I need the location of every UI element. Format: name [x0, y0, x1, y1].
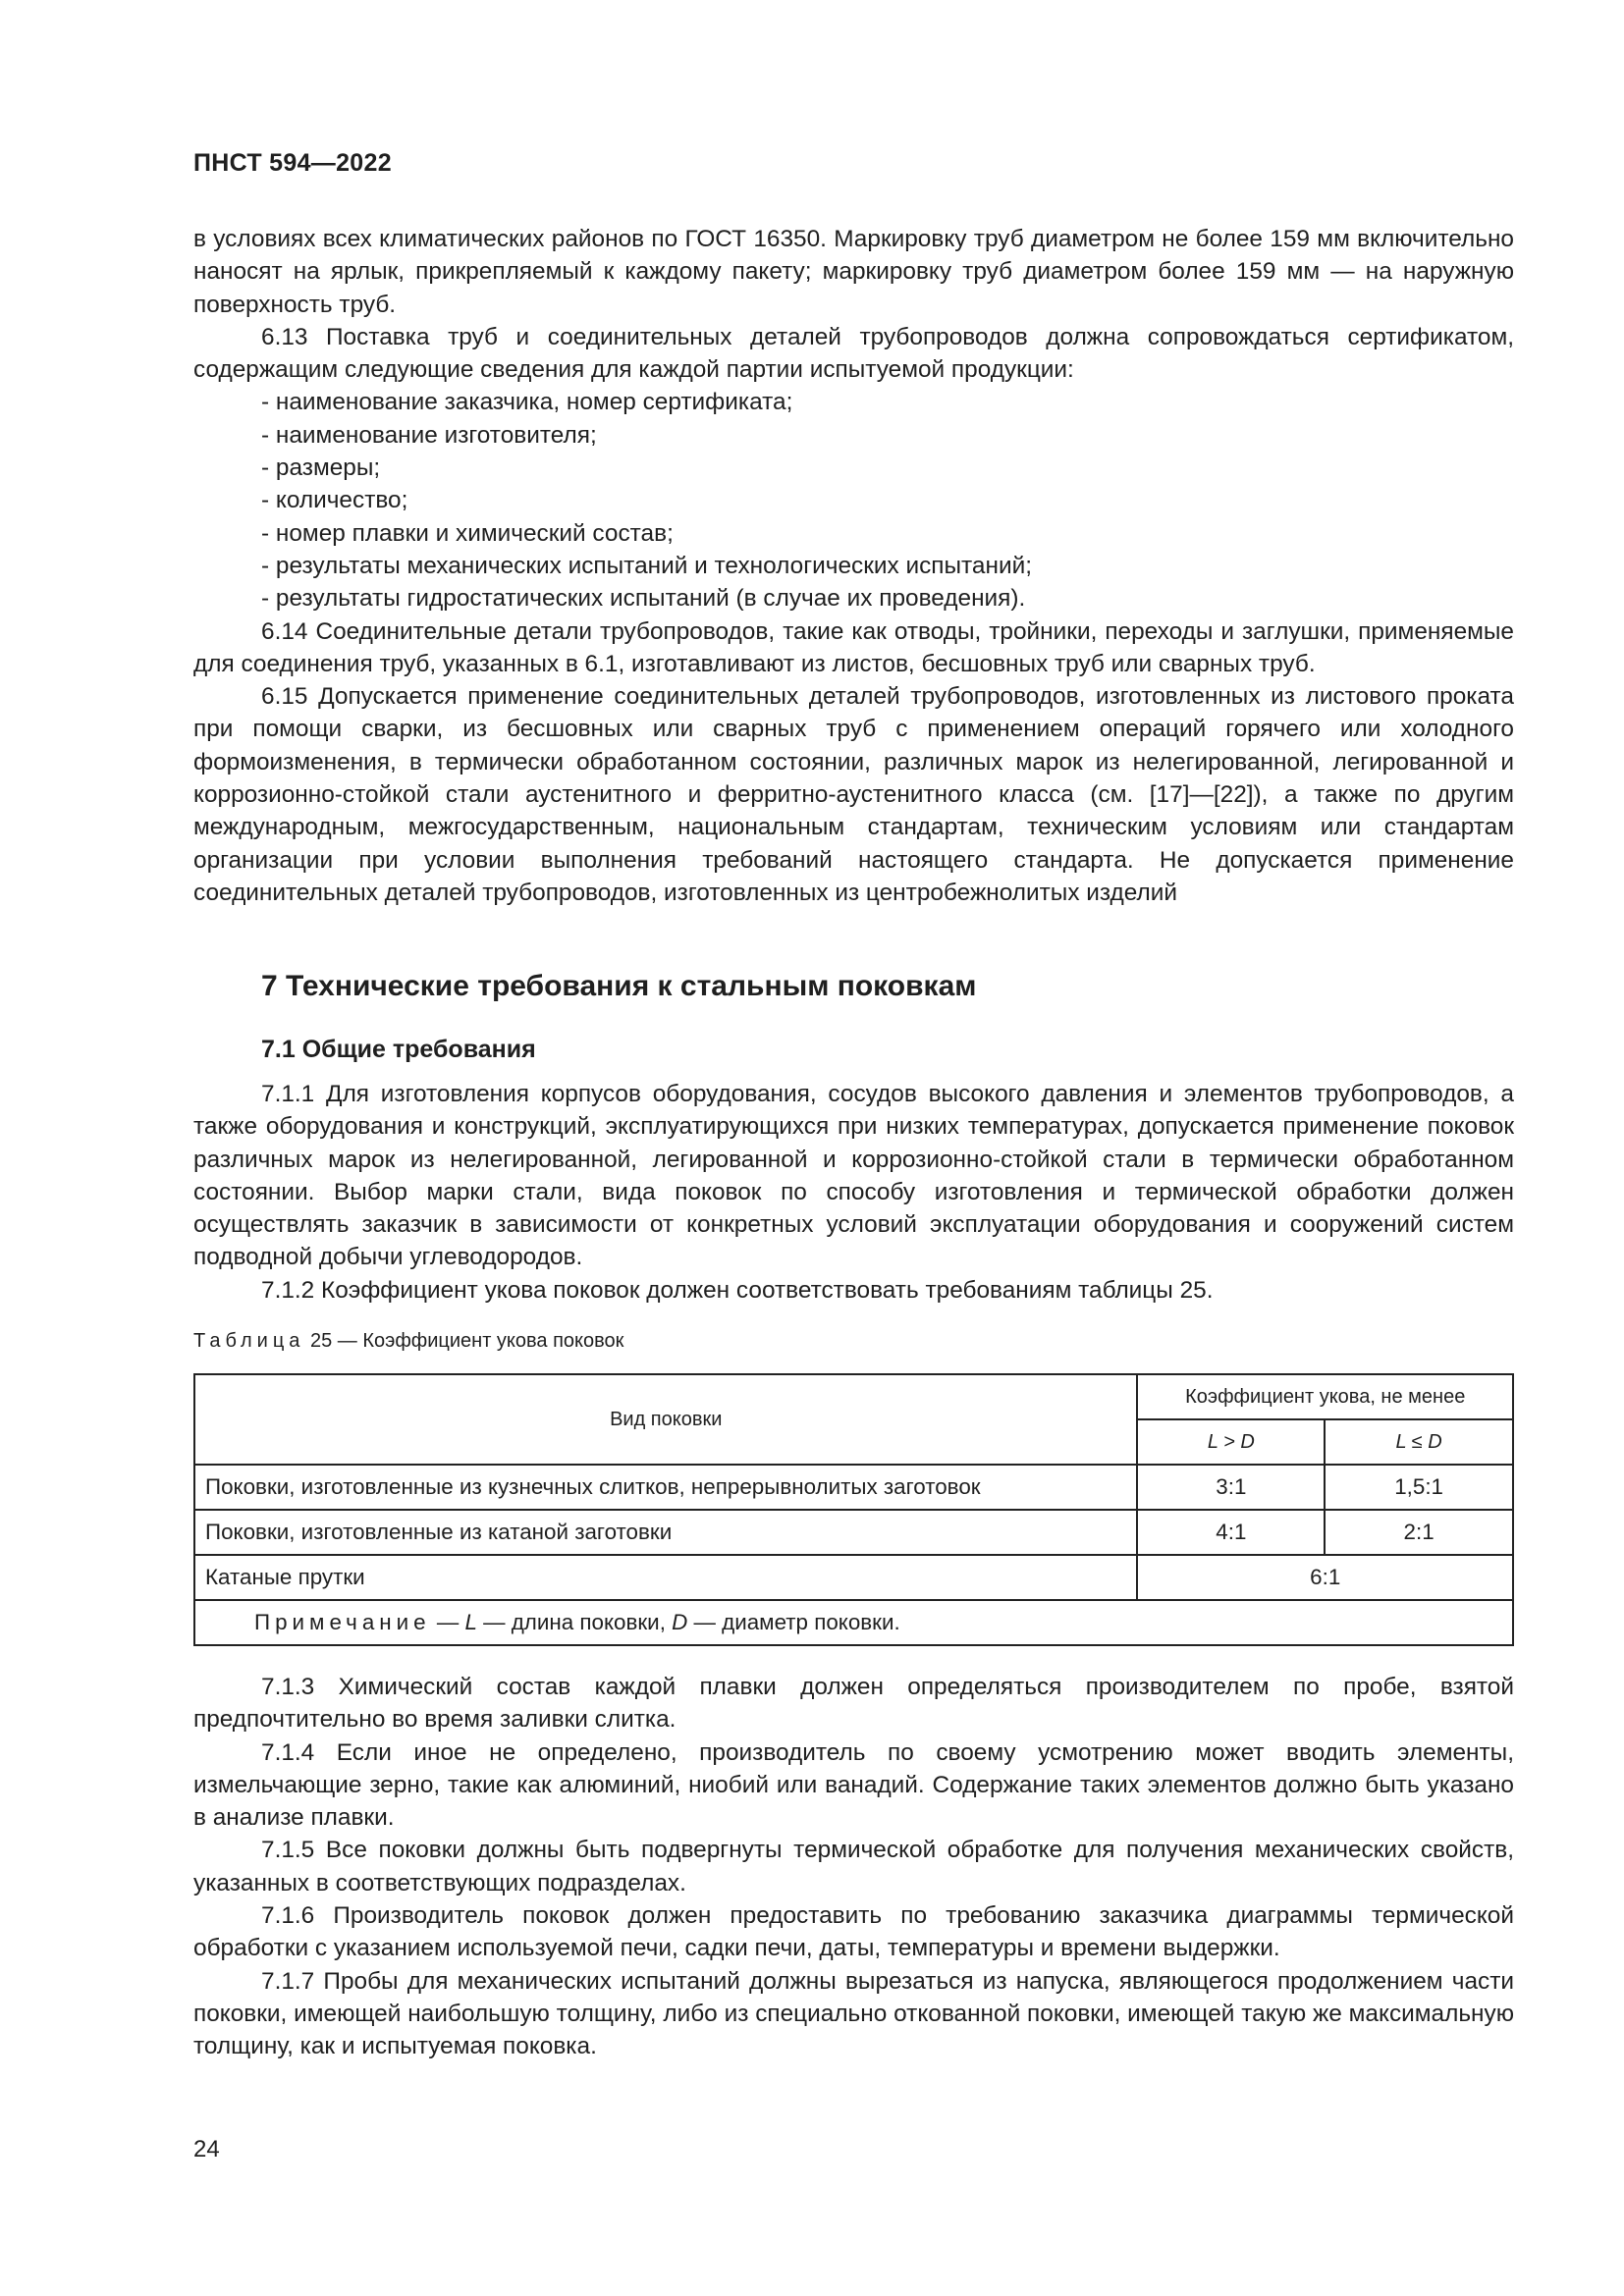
list-item: - размеры;: [261, 454, 381, 482]
note-symbol-d: D: [672, 1610, 688, 1634]
header-l-greater-d: L > D: [1137, 1419, 1325, 1465]
table-row: [194, 1510, 1513, 1555]
header-forging-ratio: Коэффициент укова, не менее: [1137, 1374, 1513, 1419]
row-forging-type: Поковки, изготовленные из катаной заготовки: [194, 1510, 1137, 1555]
paragraph-7-1-1: 7.1.1 Для изготовления корпусов оборудования, сосудов высокого давления и элементов трубопроводов, а также оборудования и конструкций, эксплуатирующихся при низких температурах, допускается применение поковок различных марок из нелегированной, легированной и коррозионно-стойкой стали в термически обработанном состоянии. Выбор марки стали, вида поковок по способу изготовления и термической обработки должен осуществлять заказчик в зависимости от конкретных условий эксплуатации оборудования и сооружений систем подводной добычи углеводородов.: [193, 1081, 1514, 1271]
row-ratio-gt: 4:1: [1137, 1510, 1325, 1555]
table-row: [194, 1465, 1513, 1510]
note-dash: —: [430, 1610, 465, 1634]
table-caption-text: 25 — Коэффициент укова поковок: [309, 1330, 624, 1352]
paragraph-7-1-7: 7.1.7 Пробы для механических испытаний должны вырезаться из напуска, являющегося продолжением части поковки, имеющей наибольшую толщину, либо из специально откованной поковки, имеющей такую же максимальную толщину, как и испытуемая поковка.: [193, 1967, 1514, 2060]
paragraph-7-1-2: 7.1.2 Коэффициент укова поковок должен соответствовать требованиям таблицы 25.: [261, 1276, 1214, 1304]
row-ratio-merged: 6:1: [1137, 1555, 1513, 1600]
list-item: - количество;: [261, 487, 408, 514]
header-l-less-equal-d: L ≤ D: [1325, 1419, 1513, 1465]
paragraph-continuation: в условиях всех климатических районов по ГОСТ 16350. Маркировку труб диаметром не более 159 мм включительно наносят на ярлык, прикрепляемый к каждому пакету; маркировку труб диаметром более 159 мм — на наружную поверхность труб.: [193, 226, 1514, 318]
subsection-7-1-title: 7.1 Общие требования: [261, 1036, 536, 1063]
row-ratio-le: 1,5:1: [1325, 1465, 1513, 1510]
paragraph-7-1-3: 7.1.3 Химический состав каждой плавки должен определяться производителем по пробе, взятой предпочтительно во время заливки слитка.: [193, 1674, 1514, 1734]
table-row: [194, 1555, 1513, 1600]
paragraph-6-15: 6.15 Допускается применение соединительных деталей трубопроводов, изготовленных из листового проката при помощи сварки, из бесшовных или сварных труб с применением операций горячего или холодного формоизменения, в термически обработанном состоянии, различных марок из нелегированной, легированной и коррозионно-стойкой стали аустенитного и ферритно-аустенитного класса (см. [17]—[22]), а также по другим международным, межгосударственным, национальным стандартам, техническим условиям или стандартам организации при условии выполнения требований настоящего стандарта. Не допускается применение соединительных деталей трубопроводов, изготовленных из центробежнолитых изделий: [193, 683, 1514, 906]
list-item: - результаты механических испытаний и технологических испытаний;: [261, 552, 1032, 579]
text-block-7-1-1: [193, 1078, 1514, 1307]
row-forging-type: Катаные прутки: [194, 1555, 1137, 1600]
forging-ratio-table: [193, 1373, 1514, 1646]
section-7-title: 7 Технические требования к стальным поковкам: [261, 970, 977, 1002]
list-item: - номер плавки и химический состав;: [261, 519, 674, 547]
list-item: - наименование изготовителя;: [261, 421, 597, 449]
text-block-6-12-to-6-15: [193, 223, 1514, 909]
list-item: - наименование заказчика, номер сертификата;: [261, 389, 793, 416]
row-ratio-gt: 3:1: [1137, 1465, 1325, 1510]
paragraph-6-13: 6.13 Поставка труб и соединительных деталей трубопроводов должна сопровождаться сертификатом, содержащим следующие сведения для каждой партии испытуемой продукции:: [193, 323, 1514, 384]
text-block-7-1-3-to-7-1-7: [193, 1671, 1514, 2063]
note-l-text: — длина поковки,: [476, 1610, 673, 1634]
list-item: - результаты гидростатических испытаний (в случае их проведения).: [261, 585, 1026, 613]
paragraph-7-1-4: 7.1.4 Если иное не определено, производитель по своему усмотрению может вводить элементы, измельчающие зерно, такие как алюминий, ниобий или ванадий. Содержание таких элементов должно быть указано в анализе плавки.: [193, 1738, 1514, 1832]
header-forging-type: Вид поковки: [194, 1374, 1137, 1465]
table-note-row: [194, 1600, 1513, 1645]
note-symbol-l: L: [464, 1610, 477, 1634]
note-d-text: — диаметр поковки.: [687, 1610, 900, 1634]
row-ratio-le: 2:1: [1325, 1510, 1513, 1555]
document-code-header: ПНСТ 594—2022: [193, 149, 392, 177]
paragraph-7-1-6: 7.1.6 Производитель поковок должен предоставить по требованию заказчика диаграммы термической обработки с указанием используемой печи, садки печи, даты, температуры и времени выдержки.: [193, 1902, 1514, 1962]
row-forging-type: Поковки, изготовленные из кузнечных слитков, непрерывнолитых заготовок: [194, 1465, 1137, 1510]
paragraph-6-14: 6.14 Соединительные детали трубопроводов, такие как отводы, тройники, переходы и заглушки, применяемые для соединения труб, указанных в 6.1, изготавливают из листов, бесшовных труб или сварных труб.: [193, 617, 1514, 677]
page-number: 24: [193, 2136, 220, 2163]
table-caption-label: Таблица: [193, 1330, 305, 1352]
note-label: Примечание: [254, 1610, 431, 1634]
table-note: [194, 1600, 1513, 1645]
paragraph-7-1-5: 7.1.5 Все поковки должны быть подвергнуты термической обработке для получения механических свойств, указанных в соответствующих подразделах.: [193, 1837, 1514, 1896]
table-caption: [193, 1330, 623, 1353]
